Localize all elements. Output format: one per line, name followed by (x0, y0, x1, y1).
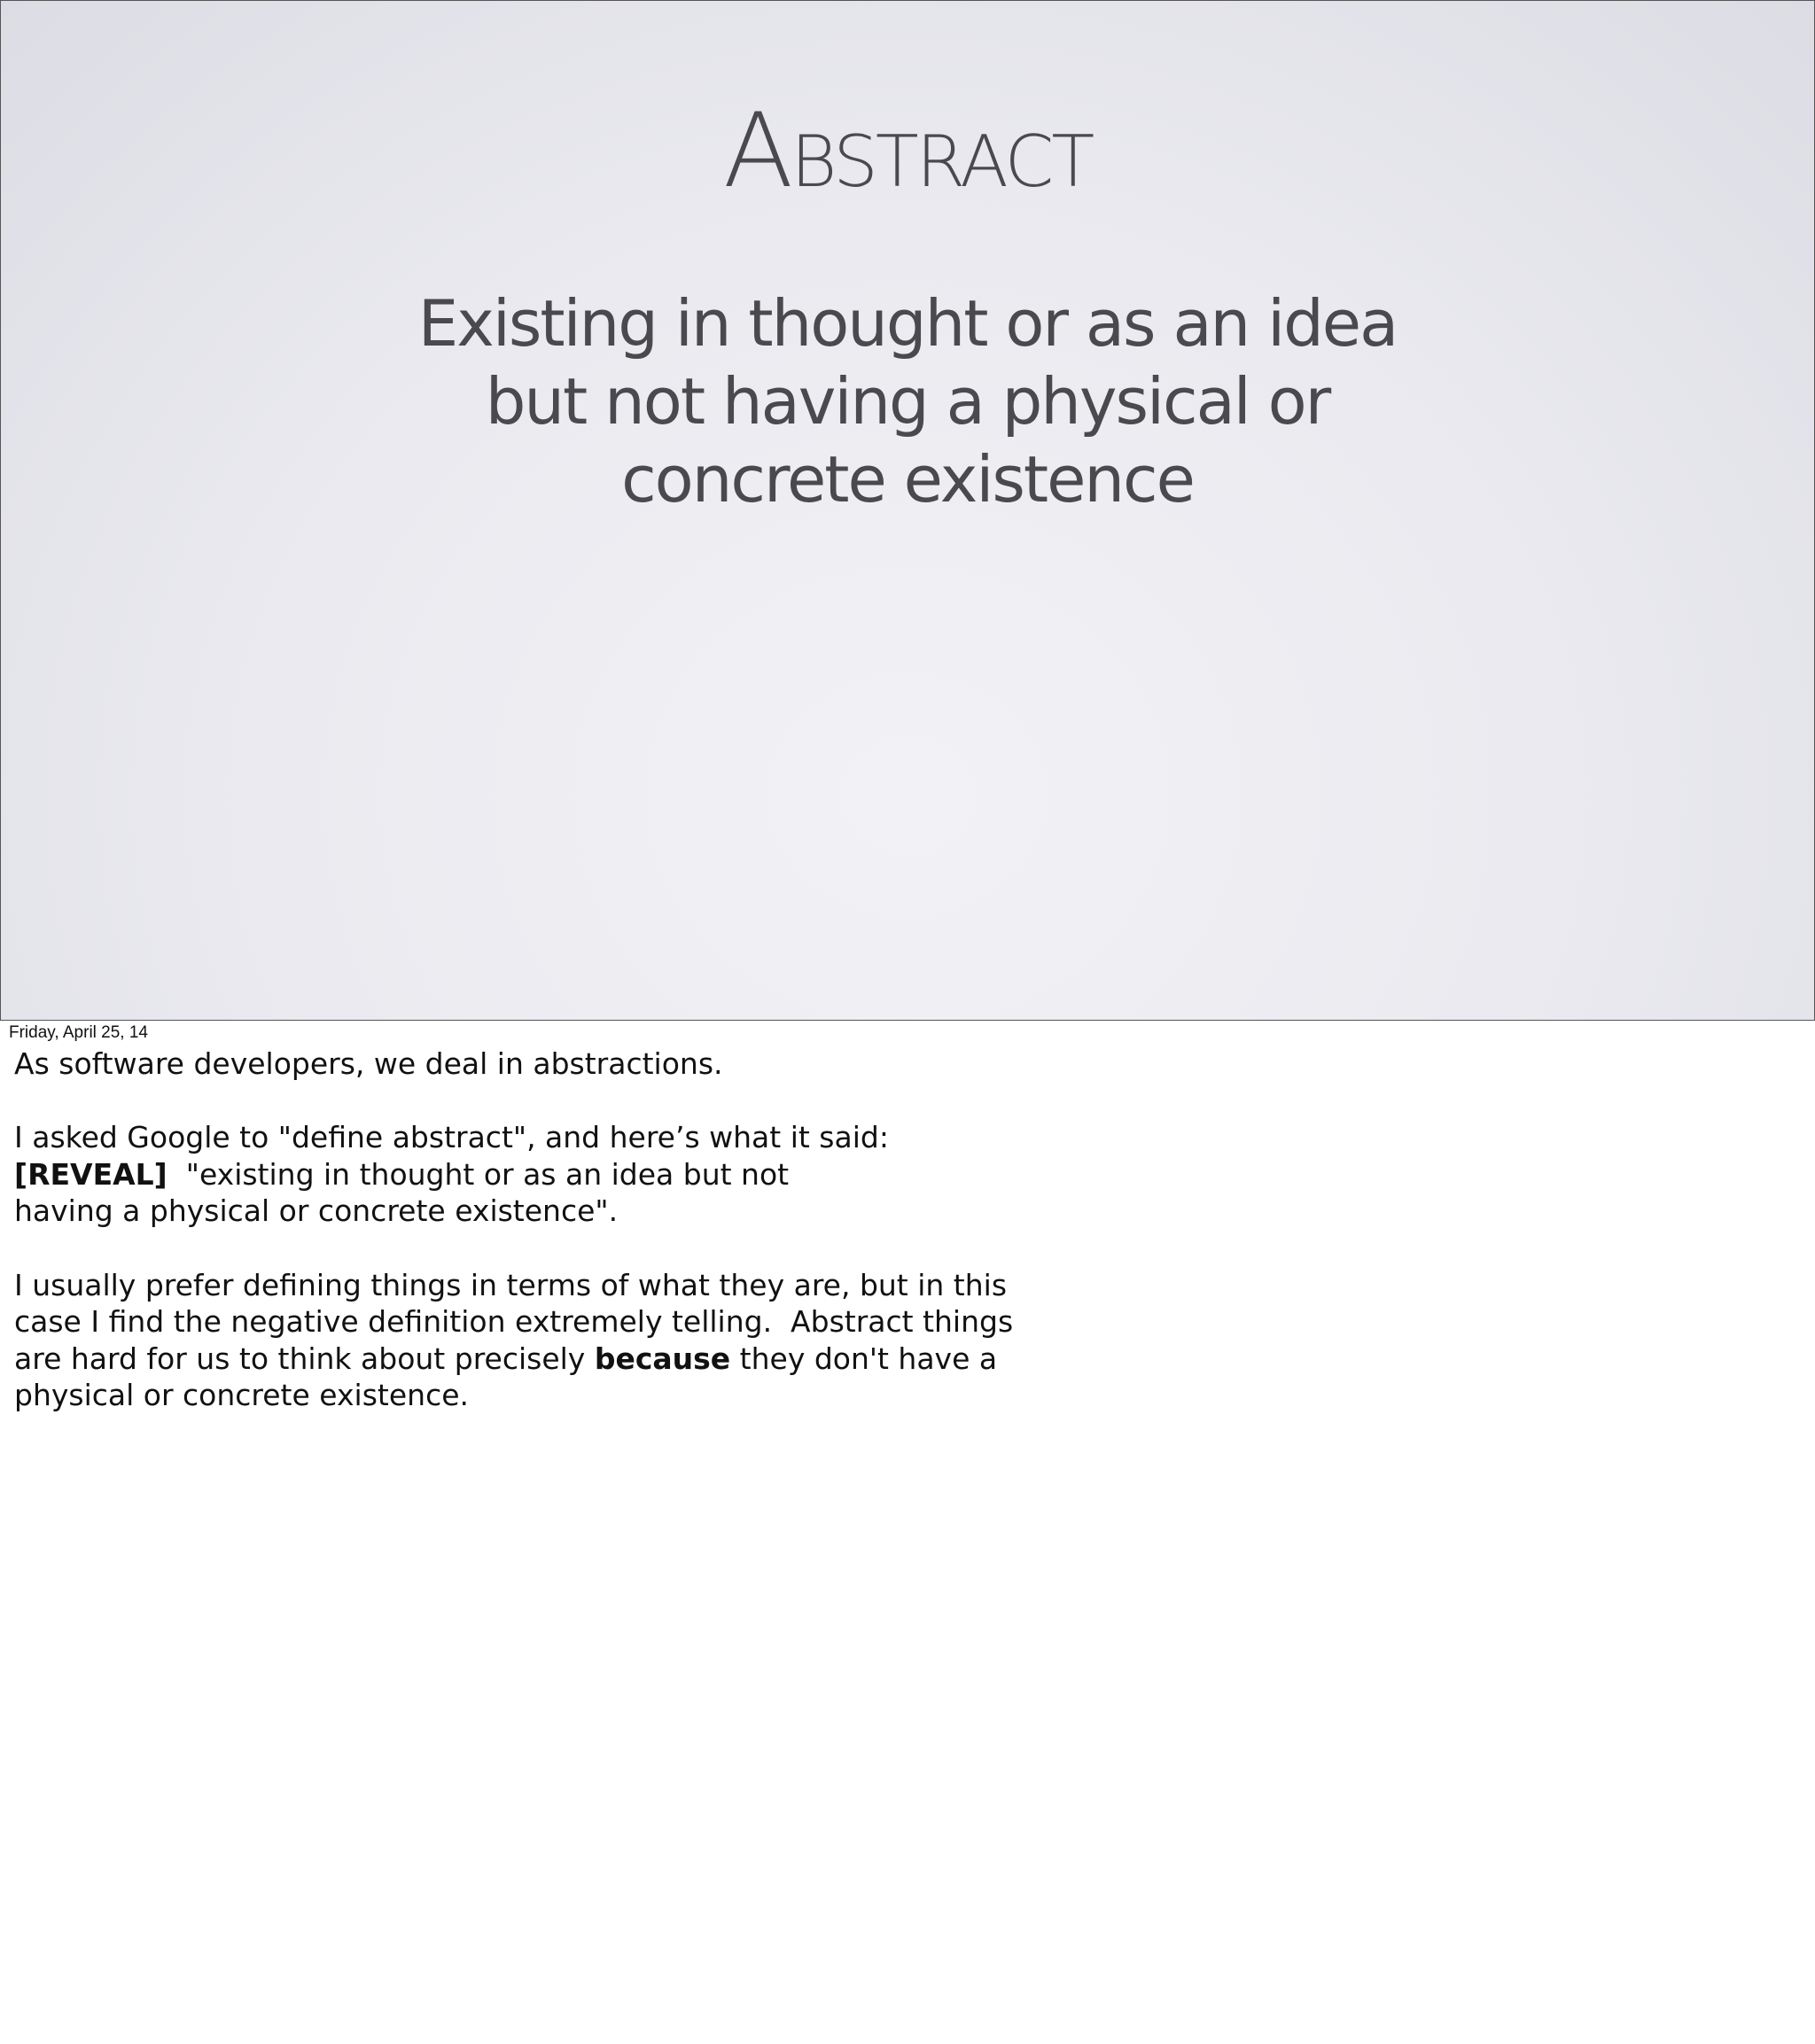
notes-because-post: they don't have a (730, 1341, 998, 1376)
notes-paragraph-1: As software developers, we deal in abstractions. (14, 1046, 723, 1081)
notes-line-because (14, 1341, 1113, 1378)
notes-spacer (14, 1230, 1113, 1267)
reveal-marker: [REVEAL] (14, 1156, 167, 1192)
definition-line-2: but not having a physical or (485, 364, 1330, 439)
notes-quote-start: "existing in thought or as an idea but not (167, 1156, 790, 1192)
notes-because-bold: because (594, 1341, 731, 1376)
speaker-notes (14, 1045, 1113, 1414)
definition-line-3: concrete existence (621, 442, 1194, 517)
notes-line-google: I asked Google to "define abstract", and here’s what it said: (14, 1120, 889, 1155)
notes-line-negative: case I find the negative definition extremely telling. Abstract things (14, 1304, 1014, 1340)
slide-title-rest: BSTRACT (791, 120, 1093, 203)
notes-line-physical: physical or concrete existence. (14, 1378, 469, 1413)
notes-line-quote-end: having a physical or concrete existence". (14, 1193, 619, 1229)
slide-title (1, 91, 1814, 211)
definition-line-1: Existing in thought or as an idea (417, 286, 1398, 361)
notes-spacer (14, 1083, 1113, 1120)
notes-because-pre: are hard for us to think about precisely (14, 1341, 595, 1376)
slide-date: Friday, April 25, 14 (9, 1023, 149, 1042)
slide-definition (1, 284, 1814, 518)
slide-title-initial: A (722, 91, 791, 211)
notes-line-reveal (14, 1156, 1113, 1193)
notes-line-prefer: I usually prefer defining things in terms of what they are, but in this (14, 1267, 1008, 1302)
slide (0, 0, 1815, 1021)
